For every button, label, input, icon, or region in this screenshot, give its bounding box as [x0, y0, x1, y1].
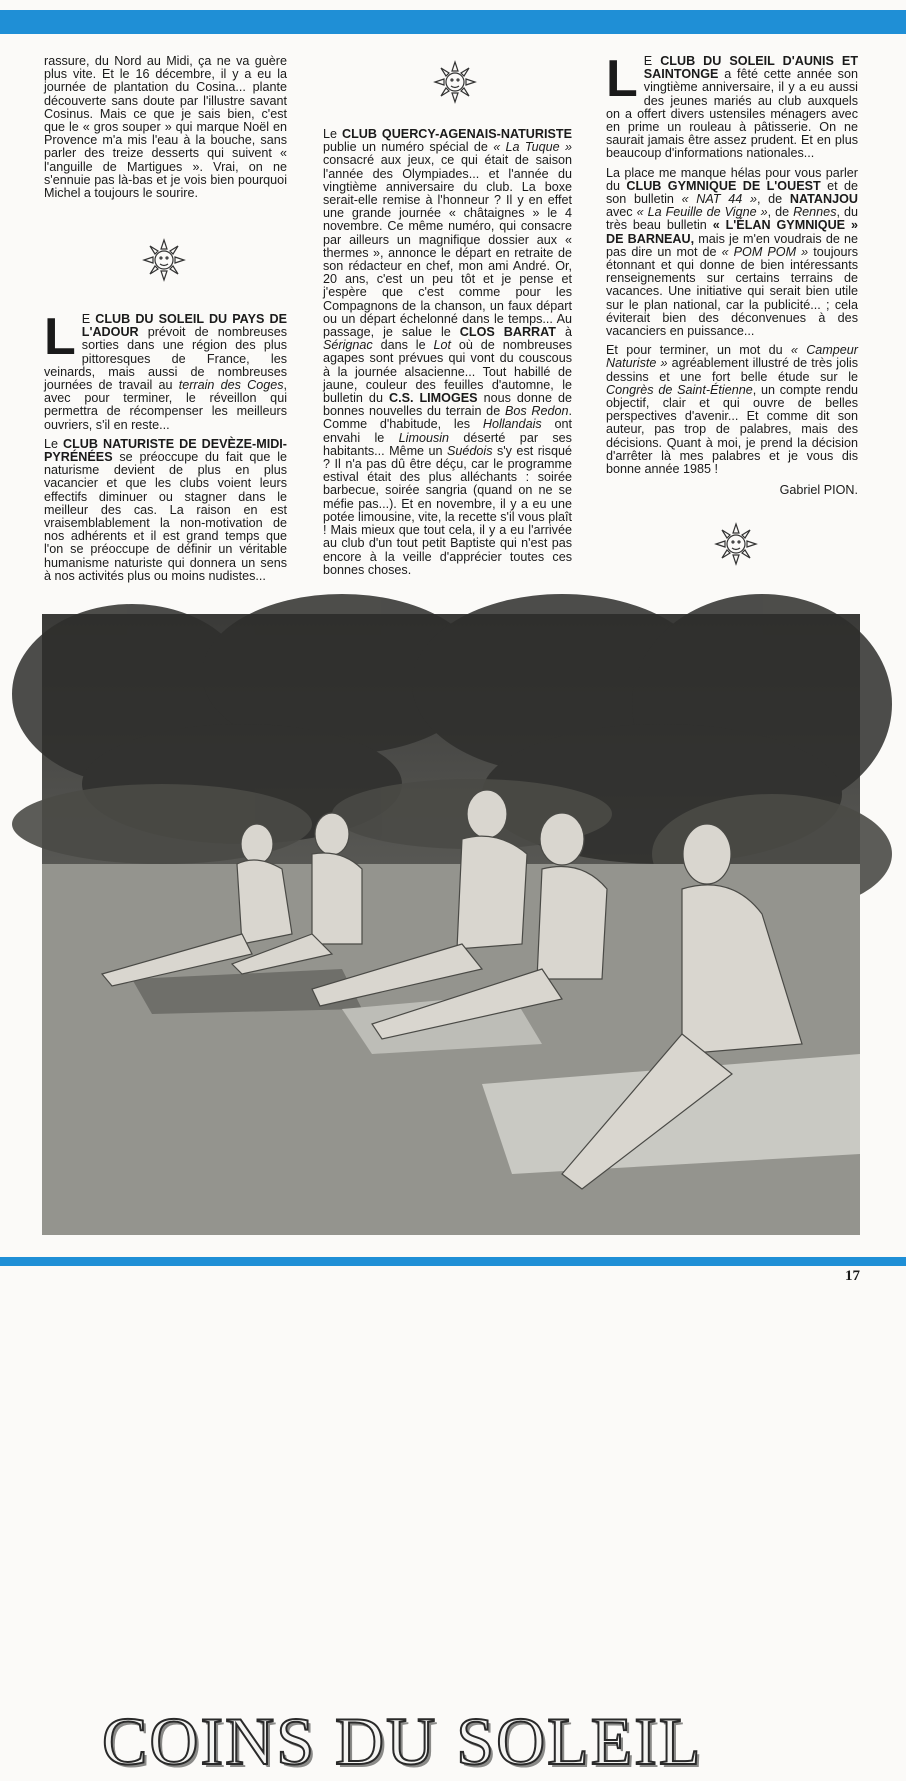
page-number: 17	[845, 1268, 860, 1284]
club-name: CLUB DU SOLEIL D'AUNIS ET SAINTONGE	[643, 54, 859, 82]
paragraph: Le CLUB QUERCY-AGENAIS-NATURISTE publie un numéro spécial de « La Tuque » consacré aux jeux, ce qui était de saison l'année des Olympiades... et l'année du vingtième anniversaire du club. La boxe serait-elle remise à l'honneur ? Il y en effet une grande journée « châtaignes » le 4 novembre. Ce même numéro, qui consacre par ailleurs un magnifique dossier aux « thermes », annonce le départ en retraite de son rédacteur en chef, mon ami André. Or, 20 ans, c'est un peu tôt et je pense et j'espère que c'est comme pour les Compagnons de la chanson, un faux départ ou un départ échelonné dans le temps... Au passage, je salue le CLOS BARRAT à Sérignac dans le Lot où de nombreuses agapes sont prévues qui vont du couscous à la journée alsacienne... Tout habillé de jaune, couleur des feuilles d'automne, le bulletin du C.S. LIMOGES nous donne de bonnes nouvelles du terrain de Bos Redon. Comme d'habitude, les Hollandais ont envahi le Limousin déserté par ses habitants... Même un Suédois s'y est risqué ? Il n'a pas dû être déçu, car le programme estival était des plus alléchants : soirée barbecue, soirée sangria (quand on ne se méfie pas...). Et en novembre, il y a eu une potée limousine, vite, la recette s'il vous plaît ! Mais mieux que tout cela, il y a eu l'arrivée au club d'un tout petit Baptiste qui n'est pas encore à la veille d'apprécier toutes ces bonnes choses.	[323, 127, 572, 577]
club-name: CLUB NATURISTE DE DEVÈZE-MIDI-PYRÉNÉES	[44, 436, 287, 465]
sun-ornament-icon	[714, 522, 758, 566]
column-3	[606, 50, 859, 498]
photo-illustration	[42, 614, 860, 1235]
sun-ornament-icon	[142, 238, 186, 282]
paragraph: rassure, du Nord au Midi, ça ne va guère plus vite. Et le 16 décembre, il y a eu la journée de plantation du Cosina... plante découverte sans doute par l'illustre savant Cosinus. Mais ce que je sais bien, c'est que le « gros souper » qui marque Noël en Provence m'a mis l'eau à la bouche, sans parler des treize desserts qui suivent « l'anguille de Martigues ». Vrai, on ne s'ennuie pas là-bas et je vois bien pourquoi Michel a toujours le sourire.	[44, 54, 287, 201]
author-signature: Gabriel PION.	[779, 483, 858, 498]
paragraph: Le CLUB NATURISTE DE DEVÈZE-MIDI-PYRÉNÉES se préoccupe du fait que le naturisme devient de plus en plus vacancier et que les clubs voient leurs effectifs diminuer ou stagner dans le meilleur des cas. La raison en est vraisemblablement la non-motivation de nos adhérents et il est grand temps que l'on se préoccupe de définir un véritable humanisme naturiste qui donnera un sens à nos activités plus ou moins nudistes...	[44, 436, 287, 583]
paragraph: L E CLUB DU SOLEIL DU PAYS DE L'ADOUR prévoit de nombreuses sorties dans une région des plus pittoresques de France, les veinards, mais aussi de nombreuses journées de travail au terrain des Coges, avec pour terminer, le réveillon qui permettra de récompenser les meilleurs ouvriers, s'il en reste...	[44, 308, 287, 432]
paragraph: Et pour terminer, un mot du « Campeur Naturiste » agréablement illustré de très jolis dessins et une fort belle étude sur le Congrès de Saint-Étienne, un compte rendu objectif, clair et qui ouvre de belles perspectives d'avenir... Et comme dit son auteur, pas trop de palabres, mais des décisions. Quant à moi, je prend la décision d'arrêter là mes palabres et je vous dis bonne année 1985 !	[606, 343, 858, 477]
drop-cap: L	[44, 308, 76, 366]
column-2	[323, 128, 572, 583]
drop-cap: L	[606, 50, 638, 108]
club-name: C.S. LIMOGES	[388, 391, 478, 406]
top-accent-bar	[0, 10, 906, 34]
column-1-top	[44, 55, 287, 206]
club-name: CLOS BARRAT	[459, 325, 556, 340]
club-name: « L'ÉLAN GYMNIQUE » DE BARNEAU,	[606, 218, 858, 246]
club-name: NATANJOU	[789, 192, 858, 207]
club-name: CLUB QUERCY-AGENAIS-NATURISTE	[341, 127, 572, 141]
column-1-bottom	[44, 308, 287, 589]
paragraph: L E CLUB DU SOLEIL D'AUNIS ET SAINTONGE a fêté cette année son vingtième anniversaire, il y a eu aussi des jeunes mariés au club auxquels on a offert divers ustensiles ménagers avec en prime un rouleau à pâtisserie. On ne saurait jamais être assez prudent. Et en plus beaucoup d'informations nationales...	[606, 50, 859, 161]
paragraph: La place me manque hélas pour vous parler du CLUB GYMNIQUE DE L'OUEST et de son bulletin « NAT 44 », de NATANJOU avec « La Feuille de Vigne », de Rennes, du très beau bulletin « L'ÉLAN GYMNIQUE » DE BARNEAU, mais je m'en voudrais de ne pas dire un mot de « POM POM » toujours étonnant et qui donne de bien intéressants renseignements sur certains terrains de vacances. Une initiative qui serait bien utile sur le plan national, car la publicité... ; cela éviterait bien des déconvenues à des vacanciers en puissance...	[606, 165, 858, 339]
sun-ornament-icon	[433, 60, 477, 104]
club-name: CLUB DU SOLEIL DU PAYS DE L'ADOUR	[81, 312, 287, 340]
photo-title: COINS DU SOLEIL	[102, 1703, 703, 1779]
bottom-accent-bar	[0, 1257, 906, 1266]
club-name: CLUB GYMNIQUE DE L'OUEST	[626, 178, 821, 193]
